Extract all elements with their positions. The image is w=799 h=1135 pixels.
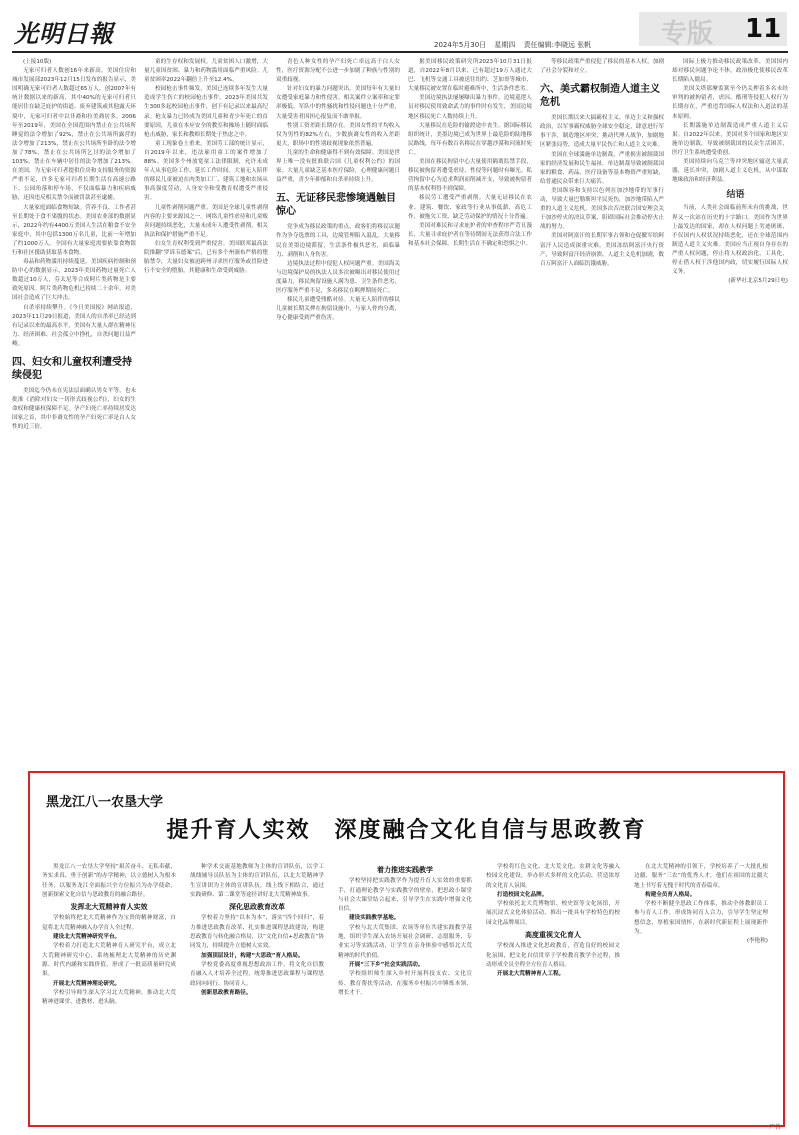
paragraph: 边境执法过程中侵犯人权问题严重。美国海关与边境保护局的执法人员多次被曝出对移民使用过度暴力，移民拘留设施人满为患、卫生条件恶劣，医疗服务严重不足，多名移民在羁押期间死亡。 [276, 260, 400, 294]
paragraph: 儿童性剥削问题严重。美国是全球儿童性剥削内容的主要来源国之一。网络儿童性虐待和儿童贩卖问题持续恶化，大量未成年人遭受性剥削，相关执法和保护措施严重不足。 [144, 204, 268, 238]
paragraph: 黑龙江八一农垦大学坚持“艰苦奋斗、无私奉献、务实求真、勇于创新”的办学精神，以立德树人为根本任务，以服务龙江全面振兴全方位振兴为办学使命，创新探索文化自信与思政教育的融合路径。 [42, 864, 176, 898]
paragraph: 针对妇女的暴力问题突出。美国每年有大量妇女遭受家庭暴力和性侵害，相关案件立案率和定罪率极低。军队中的性骚扰和性侵问题也十分严重，大量受害者因担心报复而不敢举报。 [276, 86, 400, 120]
paragraph: 美国边境执法屡屡曝出暴力事件。边境巡逻人员对移民使用致命武力的事件时有发生，美国边境地区移民死亡人数持续上升。 [408, 95, 532, 120]
article-column-3 [276, 58, 400, 758]
bold-lead: 开展北大荒精神育人工程。 [497, 971, 565, 978]
paragraph: 美国迄今仍未在宪法层面确认男女平等，也未批准《消除对妇女一切形式歧视公约》，妇女的生命权和健康权保障不足。孕产妇死亡率持续居发达国家之首，其中非裔女性的孕产妇死亡率是白人女性的近三倍。 [12, 388, 136, 431]
paragraph: (上接10版) [23, 59, 52, 65]
section-name: 专版 [661, 19, 714, 49]
feature-column-5 [634, 863, 768, 1121]
feature-column-2 [190, 863, 324, 1121]
paragraph: 国际上极力推动移民政策改革，美国国内却对移民问题争论不休，政治极化使移民改革长期陷入僵局。 [672, 59, 788, 84]
paragraph: 当前，人类社会面临前所未有的挑战，世界又一次站在历史的十字路口。美国作为世界上最发达的国家，却在人权问题上劣迹斑斑，不仅国内人权状况持续恶化，还在全球范围内制造人道主义灾难。美国应当正视自身存在的严重人权问题，停止将人权政治化、工具化，停止借人权干涉他国内政，切实履行国际人权义务。 [672, 205, 788, 276]
paragraph: 移民劳工遭受严重剥削。大量无证移民在农业、建筑、餐饮、家政等行业从事低薪、高危工作，被拖欠工资、缺乏劳动保护的情况十分普遍。 [408, 195, 532, 220]
paragraph: 长期滥施单边制裁造成严重人道主义后果。自2022年以来，美国对多个国家和地区实施单边制裁，导致被制裁国的民众生活困苦，医疗卫生系统遭受重创。 [672, 122, 788, 156]
bold-lead: 开展北大荒精神理论研究。 [53, 980, 121, 987]
paragraph: 学校深入推进文化思政教育，营造良好的校园文化氛围，把文化自信贯穿于学校教育教学全过程，推动形成全员全程全方位育人格局。 [486, 943, 620, 968]
paragraph: 毒品和药物滥用持续蔓延。美国疾病控制和预防中心的数据显示，2023年美国药物过量死亡人数超过10万人，芬太尼等合成阿片类药物是主要致死原因。阿片类药物危机已持续二十余年，对美国社会造成了巨大冲击。 [12, 259, 136, 302]
upper-article [12, 58, 788, 758]
section-heading: 四、妇女和儿童权利遭受持续侵犯 [12, 357, 132, 381]
article-column-4 [408, 58, 532, 758]
subsection-heading: 发挥北大荒精神育人实效 [70, 903, 148, 912]
author-note: (李艳秋) [746, 938, 768, 945]
paragraph: 童的生存权和发展权。儿童贫困人口激增，大量儿童因贫困、暴力和药物滥用面临严重风险。儿童贫困率2022年翻倍上升至12.4%。 [144, 59, 268, 84]
masthead [0, 0, 799, 52]
feature-title: 提升育人实效 深度融合文化自信与思政教育 [166, 817, 647, 843]
paragraph: 学校始终把北大荒精神作为宝贵的精神财富，自觉将北大荒精神融入办学育人全过程。 [42, 915, 176, 931]
conclusion-heading: 结语 [726, 190, 745, 201]
paragraph: 美国在移民拘留中心大量使用隔离监禁手段，移民被拘留者遭受虐待、性侵等问题时有曝光。私营拘留中心为追求利润而削减开支，导致被拘留者的基本权利得不到保障。 [408, 159, 532, 193]
header-rule [12, 51, 788, 53]
issue-date: 2024年5月30日 [434, 41, 487, 49]
paragraph: 性别工资差距长期存在。美国女性的平均收入仅为男性的82%左右，少数族裔女性的收入差距更大，职场中的性别歧视现象依然普遍。 [276, 122, 400, 147]
source-note: (新华社北京5月29日电) [728, 278, 788, 285]
paragraph: 学校党委高度重视思想政治工作，将文化自信教育融入人才培养全过程，统筹推进思政课程与课程思政同向同行、协同育人。 [190, 961, 324, 987]
paragraph: 等移民政策严重侵犯了移民的基本人权，加剧了社会分裂和对立。 [540, 59, 664, 75]
feature-article-box [28, 771, 785, 1127]
paragraph: 学校不断健全思政工作体系，推动全体教职员工参与育人工作，形成协同育人合力，引导学生坚定理想信念，厚植家国情怀，在新时代新征程上展现新作为。 [634, 901, 768, 936]
subsection-heading: 高度重视文化育人 [525, 931, 581, 940]
editors: 责任编辑:李晓远 张帆 [523, 41, 592, 49]
article-column-2 [144, 58, 268, 758]
dateline [434, 40, 597, 50]
paragraph: 学校坚持把实践教学作为提升育人实效的重要抓手，打通理论教学与实践教学的壁垒，把思政小课堂与社会大课堂结合起来，引导学生在实践中增强文化自信。 [338, 878, 472, 913]
bold-lead: 建设北大荒精神研究平台。 [53, 934, 121, 941]
paragraph: 自杀率持续攀升。《今日美国报》网站报道，2023年11月29日报道，美国人的自杀率已经达到有记录以来的最高水平，美国有大量人群在精神压力、经济困难、社会孤立中挣扎，自杀问题日益严峻。 [12, 304, 136, 347]
paragraph: 青色人种女性的孕产妇死亡率远高于白人女性，医疗资源分配不公进一步加剧了种族与性别的双重歧视。 [276, 59, 400, 84]
bold-lead: 构建全员育人格局。 [645, 891, 696, 898]
newspaper-logo: 光明日報 [14, 19, 114, 48]
subsection-heading: 深化思政教育改革 [229, 903, 285, 912]
paragraph: 美国纵容和支持以色列在加沙地带的军事行动，导致大量巴勒斯坦平民死伤，加沙地带陷入严重的人道主义危机。美国多次否决联合国安理会关于加沙停火的决议草案，阻碍国际社会推动停火止战的努力。 [540, 187, 664, 231]
paragraph: 种学术交流基地教师为主体的宣讲队伍，以学工战线辅导员队伍为主体的宣讲队伍，以北大荒精神学生宣讲团为主体的宣讲队伍，线上线下相结合，通过实践研修、第二课堂等途径讲好北大荒精神故事。 [190, 864, 324, 898]
paragraph: 党争成为移民政策的重点，政客们将移民议题作为争夺选票的工具，边境管理陷入混乱。大量移民在美墨边境滞留，生活条件极其恶劣，面临暴力、剥削和人身伤害。 [276, 224, 400, 258]
ad-label: · 广告 · [765, 1124, 785, 1131]
paragraph: 移民儿童遭受残酷对待。大量无人陪伴的移民儿童被长期关押在拘留设施中，与家人骨肉分离，身心健康受到严重伤害。 [276, 297, 400, 322]
paragraph: 学校与北大荒集团、农场等单位共建实践教学基地，组织学生深入农场开展社会调研、志愿服务、专业实习等实践活动，让学生在亲身体验中感悟北大荒精神的时代价值。 [338, 924, 472, 959]
article-column-1 [12, 58, 136, 758]
paragraph: 学校依托北大荒博物馆、校史馆等文化场馆，开展沉浸式文化体验活动，推出一批具有学校特色的校园文化品牌项目。 [486, 901, 620, 926]
article-column-6 [672, 58, 788, 758]
paragraph: 据美国移民政策研究所2023年10月31日报道，自2022年8月以来，已有超过19万人通过大巴、飞机等交通工具被送往纽约、芝加哥等城市，大量移民被安置在临时避难所中，生活条件恶劣。 [408, 59, 532, 93]
bold-lead: 打造校园文化品牌。 [497, 891, 548, 898]
bold-lead: 创新思政教育路径。 [201, 989, 252, 996]
page-number: 11 [745, 14, 782, 44]
paragraph: 大量移民在危险的偷渡途中丧生。据国际移民组织统计，美墨边境已成为世界上最危险的陆地移民路线，每年有数百名移民在穿越沙漠和河流时死亡。 [408, 122, 532, 156]
section-heading: 六、美式霸权制造人道主义危机 [540, 84, 660, 109]
paragraph: 学校着力打造北大荒精神育人研究平台，成立北大荒精神研究中心，系统梳理北大荒精神的历史渊源、时代内涵和实践价值，形成了一批高质量研究成果。 [42, 943, 176, 978]
issue-weekday: 星期四 [494, 41, 516, 49]
bold-lead: 建设实践教学基地。 [349, 915, 400, 922]
paragraph: 学校组织师生深入乡村开展科技支农、文化宣传、教育帮扶等活动，在服务乡村振兴中锤炼本领、增长才干。 [338, 971, 472, 996]
feature-column-4 [486, 863, 620, 1121]
paragraph: 美国持续向乌克兰等冲突地区输送大量武器，延长冲突，加剧人道主义危机，从中谋取地缘政治和经济利益。 [672, 159, 788, 184]
bold-lead: 加强顶层设计，构建“大思政”育人格局。 [201, 952, 304, 959]
paragraph: 校园枪击事件频发，美国已连续多年发生大量造成学生伤亡的校园枪击事件。2023年美国共发生300多起校园枪击事件，创下有记录以来最高纪录。枪支暴力已经成为美国儿童和青少年死亡的首要原因，儿童在本应安全的教室和操场上随时面临枪击威胁，家长和教师长期处于焦虑之中。 [144, 86, 268, 138]
paragraph: 美国在全球滥施单边制裁，严重损害被制裁国家的经济发展和民生福祉。单边制裁导致被制裁国家的粮食、药品、医疗设备等基本物资严重短缺，给普通民众带来巨大痛苦。 [540, 151, 664, 185]
paragraph: 学校引导师生深入学习北大荒精神，推动北大荒精神进课堂、进教材、进头脑。 [42, 989, 176, 1006]
paragraph: 在北大荒精神的引领下，学校培养了一大批扎根边疆、服务“三农”的优秀人才，他们在祖国的北疆大地上书写着无愧于时代的青春篇章。 [634, 864, 768, 889]
bold-lead: 开展“三下乡”社会实践活动。 [349, 961, 424, 968]
feature-column-3 [338, 863, 472, 1121]
feature-body [42, 863, 772, 1121]
paragraph: 童工现象卷土重来。美国劳工部的统计显示，自2019年以来，违法雇用童工的案件增加了88%。美国多个州放宽童工法律限制，允许未成年人从事危险工作、延长工作时间。大量无人陪伴的移民儿童被迫在肉类加工厂、建筑工地和农场从事高强度劳动，人身安全和受教育权遭受严重侵害。 [144, 140, 268, 202]
section-heading: 五、无证移民悲惨境遇触目惊心 [276, 193, 396, 218]
article-column-5 [540, 58, 664, 758]
paragraph: 学校将红色文化、北大荒文化、农耕文化等融入校园文化建设，举办形式多样的文化活动，营造浓厚的文化育人氛围。 [486, 864, 620, 889]
paragraph: 美国关塔那摩监狱至今仍关押着多名未经审判的被拘留者，虐囚、酷刑等侵犯人权行为长期存在，严重违背国际人权法和人道法的基本原则。 [672, 86, 788, 120]
paragraph: 无家可归者人数创16年来新高。美国住房和城市发展部2023年12月15日发布的报告显示，美国明确无家可归者人数超过65万人，创2007年有统计数据以来的新高，其中40%的无家可归者只能居住在缺乏庇护的街道、废弃建筑或其他露天环境中，无家可归者中以非裔和拉美裔居多。2006年至2019年，美国在全国范围内禁止在公共场所睡觉的法令增加了92%，禁止在公共场所露营的法令增加了213%，禁止在公共场所坐卧的法令增加了78%，禁止在公共场所乞讨的法令增加了103%，禁止在车辆中居住的法令增加了213%。在美国，为无家可归者提供住房和支持服务的资源严重不足，许多无家可归者长期生活在高速公路下、公园角落和停车场，不仅面临暴力和疾病威胁，还因违反相关禁令而被罚款甚至逮捕。 [12, 68, 136, 202]
paragraph: 妇女生育权利受到严重侵害。美国联邦最高法院推翻“罗诉韦德案”后，已有多个州颁布严格的堕胎禁令，大量妇女被迫跨州寻求医疗服务或冒险进行不安全的堕胎，其健康和生命受到威胁。 [144, 240, 268, 275]
subsection-heading: 着力推进实践教学 [377, 866, 433, 874]
paragraph: 儿童的生命和健康得不到有效保障。美国是世界上唯一没有批准联合国《儿童权利公约》的国家。大量儿童缺乏基本医疗保险，心理健康问题日益严重，青少年抑郁和自杀率持续上升。 [276, 149, 400, 184]
feature-subtitle: 黑龙江八一农垦大学 [46, 795, 164, 810]
paragraph: 美国对阿富汗的长期军事占领和仓促撤军给阿富汗人民造成深重灾难。美国冻结阿富汗央行资产，导致阿富汗经济崩溃、人道主义危机加剧，数百万阿富汗人面临饥饿威胁。 [540, 233, 664, 267]
paragraph: 美国对难民和寻求庇护者的审查程序严苛且漫长，大量寻求庇护者在等待期间无法获得合法工作和基本社会保障，长期生活在不确定和恐惧之中。 [408, 222, 532, 247]
paragraph: 大量家庭面临食物短缺。营养不良、工作者甚至长期处于食不果腹的状态。美国农业部的数据显示，2022年约有4400万美国人生活在粮食不安全家庭中，其中包括1300万名儿童，比前一年增加了约1000万人。全国有大量家庭需要依靠食物银行和社区援助获取基本食物。 [12, 204, 136, 256]
paragraph: 美国长期以来大搞霸权主义、单边主义和强权政治，以军事霸权威胁全球安全稳定，肆意进行军事干涉，制造地区冲突，挑动代理人战争，加剧地区紧张局势，造成大量平民伤亡和人道主义灾难。 [540, 115, 664, 149]
paragraph: 学校着力坚持“以本为本”，落实“四个回归”，着力推进思政教育改革，扎实推进课程思政建设，构建思政教育与转化融合格局，以“文化自信+思政教育”协同发力，持续提升立德树人实效。 [190, 915, 324, 950]
feature-column-1 [42, 863, 176, 1121]
